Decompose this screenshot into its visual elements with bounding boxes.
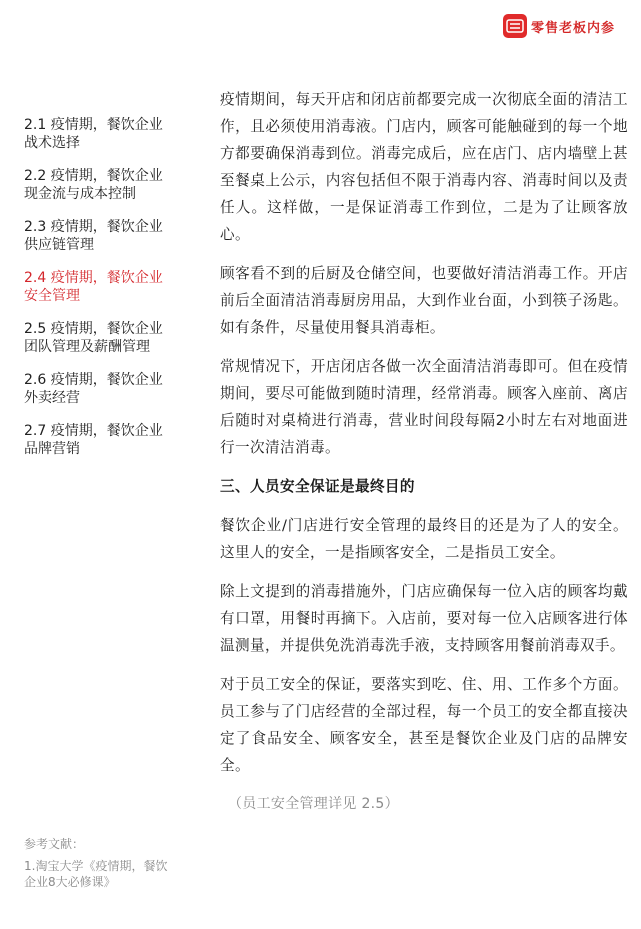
toc-item-2-6[interactable]: 2.6 疫情期，餐饮企业 外卖经营 xyxy=(24,372,163,406)
toc-item-2-2[interactable]: 2.2 疫情期，餐饮企业 现金流与成本控制 xyxy=(24,168,163,202)
brand-logo xyxy=(503,14,615,38)
references xyxy=(24,836,199,890)
paragraph-2: 顾客看不到的后厨及仓储空间，也要做好清洁消毒工作。开店前后全面清洁消毒厨房用品，大到作业台面，小到筷子汤匙。如有条件，尽量使用餐具消毒柜。 xyxy=(220,265,628,336)
toc-item-2-5[interactable]: 2.5 疫情期，餐饮企业 团队管理及薪酬管理 xyxy=(24,321,163,355)
section-heading: 三、人员安全保证是最终目的 xyxy=(220,478,415,495)
cross-reference-note: （员工安全管理详见 2.5） xyxy=(228,796,399,812)
reference-item-line1: 1.淘宝大学《疫情期，餐饮 xyxy=(24,859,168,873)
toc-item-2-4-active[interactable]: 2.4 疫情期，餐饮企业 安全管理 xyxy=(24,270,163,304)
reference-item-line2: 企业8大必修课》 xyxy=(24,875,116,889)
paragraph-4: 餐饮企业/门店进行安全管理的最终目的还是为了人的安全。这里人的安全，一是指顾客安全，二是指员工安全。 xyxy=(220,517,628,561)
logo-badge-icon xyxy=(503,14,527,38)
references-title: 参考文献： xyxy=(24,837,85,851)
toc-item-2-7[interactable]: 2.7 疫情期，餐饮企业 品牌营销 xyxy=(24,423,163,457)
paragraph-1: 疫情期间，每天开店和闭店前都要完成一次彻底全面的清洁工作，且必须使用消毒液。门店内，顾客可能触碰到的每一个地方都要确保消毒到位。消毒完成后，应在店门、店内墙壁上甚至餐桌上公示，内容包括但不限于消毒内容、消毒时间以及责任人。这样做，一是保证消毒工作到位，二是为了让顾客放心。 xyxy=(220,91,628,243)
paragraph-3: 常规情况下，开店闭店各做一次全面清洁消毒即可。但在疫情期间，要尽可能做到随时清理，经常消毒。顾客入座前、离店后随时对桌椅进行消毒，营业时间段每隔2小时左右对地面进行一次清洁消毒。 xyxy=(220,358,628,456)
paragraph-5: 除上文提到的消毒措施外，门店应确保每一位入店的顾客均戴有口罩，用餐时再摘下。入店前，要对每一位入店顾客进行体温测量，并提供免洗消毒洗手液，支持顾客用餐前消毒双手。 xyxy=(220,583,628,654)
chapter-toc xyxy=(24,116,194,473)
toc-item-2-3[interactable]: 2.3 疫情期，餐饮企业 供应链管理 xyxy=(24,219,163,253)
logo-text: 零售老板内参 xyxy=(531,20,616,36)
article-content xyxy=(220,86,628,813)
paragraph-6: 对于员工安全的保证，要落实到吃、住、用、工作多个方面。员工参与了门店经营的全部过程，每一个员工的安全都直接决定了食品安全、顾客安全，甚至是餐饮企业及门店的品牌安全。 xyxy=(220,676,628,774)
toc-item-2-1[interactable]: 2.1 疫情期，餐饮企业 战术选择 xyxy=(24,117,163,151)
